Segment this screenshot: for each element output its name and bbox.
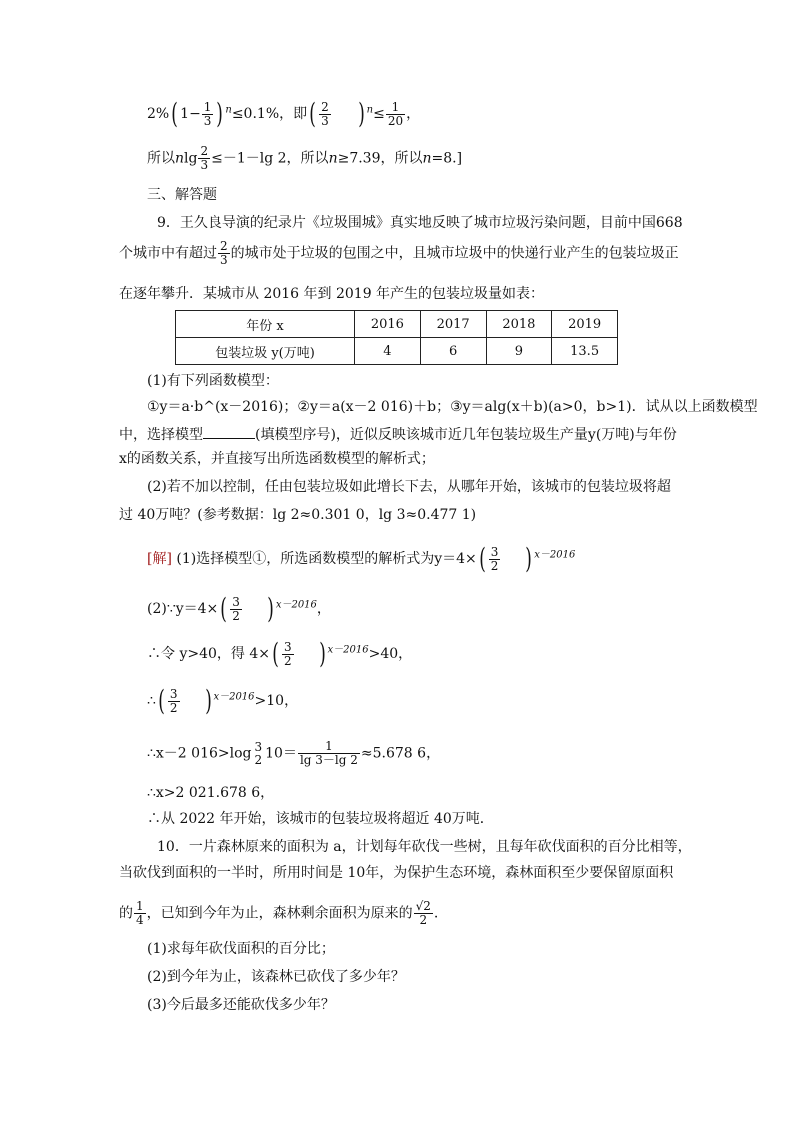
q9-sub-2: ①y＝a·b^(x－2016)；②y＝a(x－2 016)＋b；③y＝alg(x＋b)(a>0，b>1)．试从以上函数模型 (147, 399, 758, 415)
q10-sub-2: (2)到今年为止，该森林已砍伐了多少年？ (147, 969, 405, 985)
text: (2)∵y＝4× (147, 601, 219, 617)
text: >10， (254, 693, 299, 709)
text: 的城市处于垃圾的包围之中，且城市垃圾中的快递行业产生的包装垃圾正 (230, 245, 679, 262)
sol-line-6: ∴x>2 021.678 6， (147, 785, 275, 801)
sol-line-7: ∴从 2022 年开始，该城市的包装垃圾将超近 40万吨． (147, 811, 494, 827)
exponent: x－2016 (275, 599, 317, 611)
fraction: $\frac{1}{\lg 3-\lg 2}$ (299, 739, 358, 767)
text: 所以 (147, 150, 175, 167)
text: ≥7.39，所以 (337, 150, 423, 167)
q9-sub-4: x的函数关系，并直接写出所选函数模型的解析式； (119, 451, 435, 467)
text: ， (406, 106, 421, 122)
text: ，已知到今年为止，森林剩余面积为原来的 (146, 905, 413, 922)
sol-line-3: ∴令 y>40，得 4×( $\frac{3}{2}$ ) $^{x-2016}$>40， (147, 637, 413, 670)
fraction: $\frac{3}{2}$ (232, 594, 240, 623)
text: ≈5.678 6， (360, 745, 441, 762)
exponent: n (225, 104, 232, 116)
text: 的 (119, 905, 133, 922)
fraction: $\frac{1}{4}$ (136, 899, 144, 927)
solution-line-2 (147, 145, 462, 172)
q9-line-1: 9．王久良导演的纪录片《垃圾围城》真实地反映了城市垃圾污染问题，目前中国668 (157, 215, 683, 231)
text: (1)选择模型①，所选函数模型的解析式为 (176, 551, 435, 567)
q10-line-1: 10．一片森林原来的面积为 a，计划每年砍伐一些树，且每年砍伐面积的百分比相等， (157, 839, 692, 855)
text: y＝4× (434, 551, 477, 567)
text: (填模型序号)，近似反映该城市近几年包装垃圾生产量y(万吨)与年份 (255, 427, 677, 443)
q10-sub-1: (1)求每年砍伐面积的百分比； (147, 941, 335, 957)
q10-line-2: 当砍伐到面积的一半时，所用时间是 10年，为保护生态环境，森林面积至少要保留原面积 (119, 865, 674, 881)
fraction: $\frac{2}{3}$ (220, 239, 228, 267)
text: ∴ (147, 693, 156, 709)
text: =8.] (431, 150, 463, 167)
solution-tag: [解] (147, 551, 172, 567)
table-cell: 2016 (355, 311, 421, 338)
text: lg (184, 150, 198, 167)
exponent: x－2016 (213, 691, 255, 703)
section-heading: 三、解答题 (147, 187, 217, 203)
sol-line-4: ∴( $\frac{3}{2}$ ) $^{x-2016}$>10， (147, 684, 299, 717)
fraction: $\frac{3}{2}$ (169, 686, 178, 715)
waste-table (175, 310, 618, 365)
text: ∴令 y>40，得 4× (147, 646, 270, 662)
q9-line-3: 在逐年攀升．某城市从 2016 年到 2019 年产生的包装垃圾量如表： (119, 286, 545, 302)
text: 2% (147, 106, 170, 122)
text: ∴x－2 016>log (147, 745, 252, 762)
table-cell: 2019 (552, 311, 618, 338)
sol-line-2: (2)∵y＝4×( $\frac{3}{2}$ ) $^{x-2016}$， (147, 592, 331, 625)
exponent: x－2016 (534, 549, 576, 561)
text: 10＝ (265, 745, 297, 762)
text: . (433, 905, 439, 922)
var-n: n (422, 150, 432, 167)
table-cell: 年份 x (176, 311, 355, 338)
text: ≤ (373, 106, 385, 122)
sol-line-1: [解] (1)选择模型①，所选函数模型的解析式为y＝4×( $\frac{3}{2}$ ) $^{x-2016}$ (147, 542, 576, 575)
answer-blank (203, 424, 255, 439)
table-cell: 包装垃圾 y(万吨) (176, 338, 355, 365)
table-cell: 13.5 (552, 338, 618, 365)
var-n: n (328, 150, 338, 167)
table-row (176, 338, 618, 365)
table-cell: 2018 (486, 311, 552, 338)
q9-sub-3 (119, 424, 677, 444)
var-n: n (175, 150, 185, 167)
fraction: $\frac{3}{2}$ (490, 544, 499, 573)
text: 1− (180, 106, 201, 122)
q9-sub-5: (2)若不加以控制，任由包装垃圾如此增长下去，从哪年开始，该城市的包装垃圾将超 (147, 479, 671, 495)
table-row (176, 311, 618, 338)
exponent: x－2016 (327, 644, 369, 656)
table-cell: 6 (420, 338, 486, 365)
text: ≤－1－lg 2，所以 (211, 150, 329, 167)
sol-line-5 (147, 740, 440, 767)
q10-sub-3: (3)今后最多还能砍伐多少年？ (147, 997, 335, 1013)
fraction: $\frac{√2}{2}$ (415, 899, 431, 927)
fraction: $\frac{2}{3}$ (321, 99, 329, 128)
fraction: $\frac{2}{3}$ (200, 144, 209, 172)
fraction: $\frac{1}{20}$ (387, 99, 404, 128)
text: >40， (368, 646, 413, 662)
text: 中，选择模型 (119, 427, 203, 443)
q10-line-3 (119, 900, 438, 927)
table-cell: 2017 (420, 311, 486, 338)
q9-sub-6: 过 40万吨？(参考数据：lg 2≈0.301 0，lg 3≈0.477 1) (119, 507, 477, 523)
q9-sub-1: (1)有下列函数模型： (147, 373, 279, 389)
table-cell: 9 (486, 338, 552, 365)
solution-line-1: 2%( 1− $\frac{1}{3}$ ) $^n$≤0.1%，即( $\frac{2}{3}$ ) $^n$≤ $\frac{1}{20}$ ， (147, 97, 421, 130)
fraction: $\frac{3}{2}$ (283, 639, 292, 668)
exponent: n (366, 104, 374, 116)
fraction: $\frac{1}{3}$ (203, 99, 212, 128)
q9-line-2 (119, 240, 679, 267)
text: ， (316, 601, 331, 617)
text: ≤0.1%，即 (231, 106, 308, 122)
text: 个城市中有超过 (119, 245, 217, 262)
log-base: 3 2 (254, 739, 263, 767)
table-cell: 4 (355, 338, 421, 365)
